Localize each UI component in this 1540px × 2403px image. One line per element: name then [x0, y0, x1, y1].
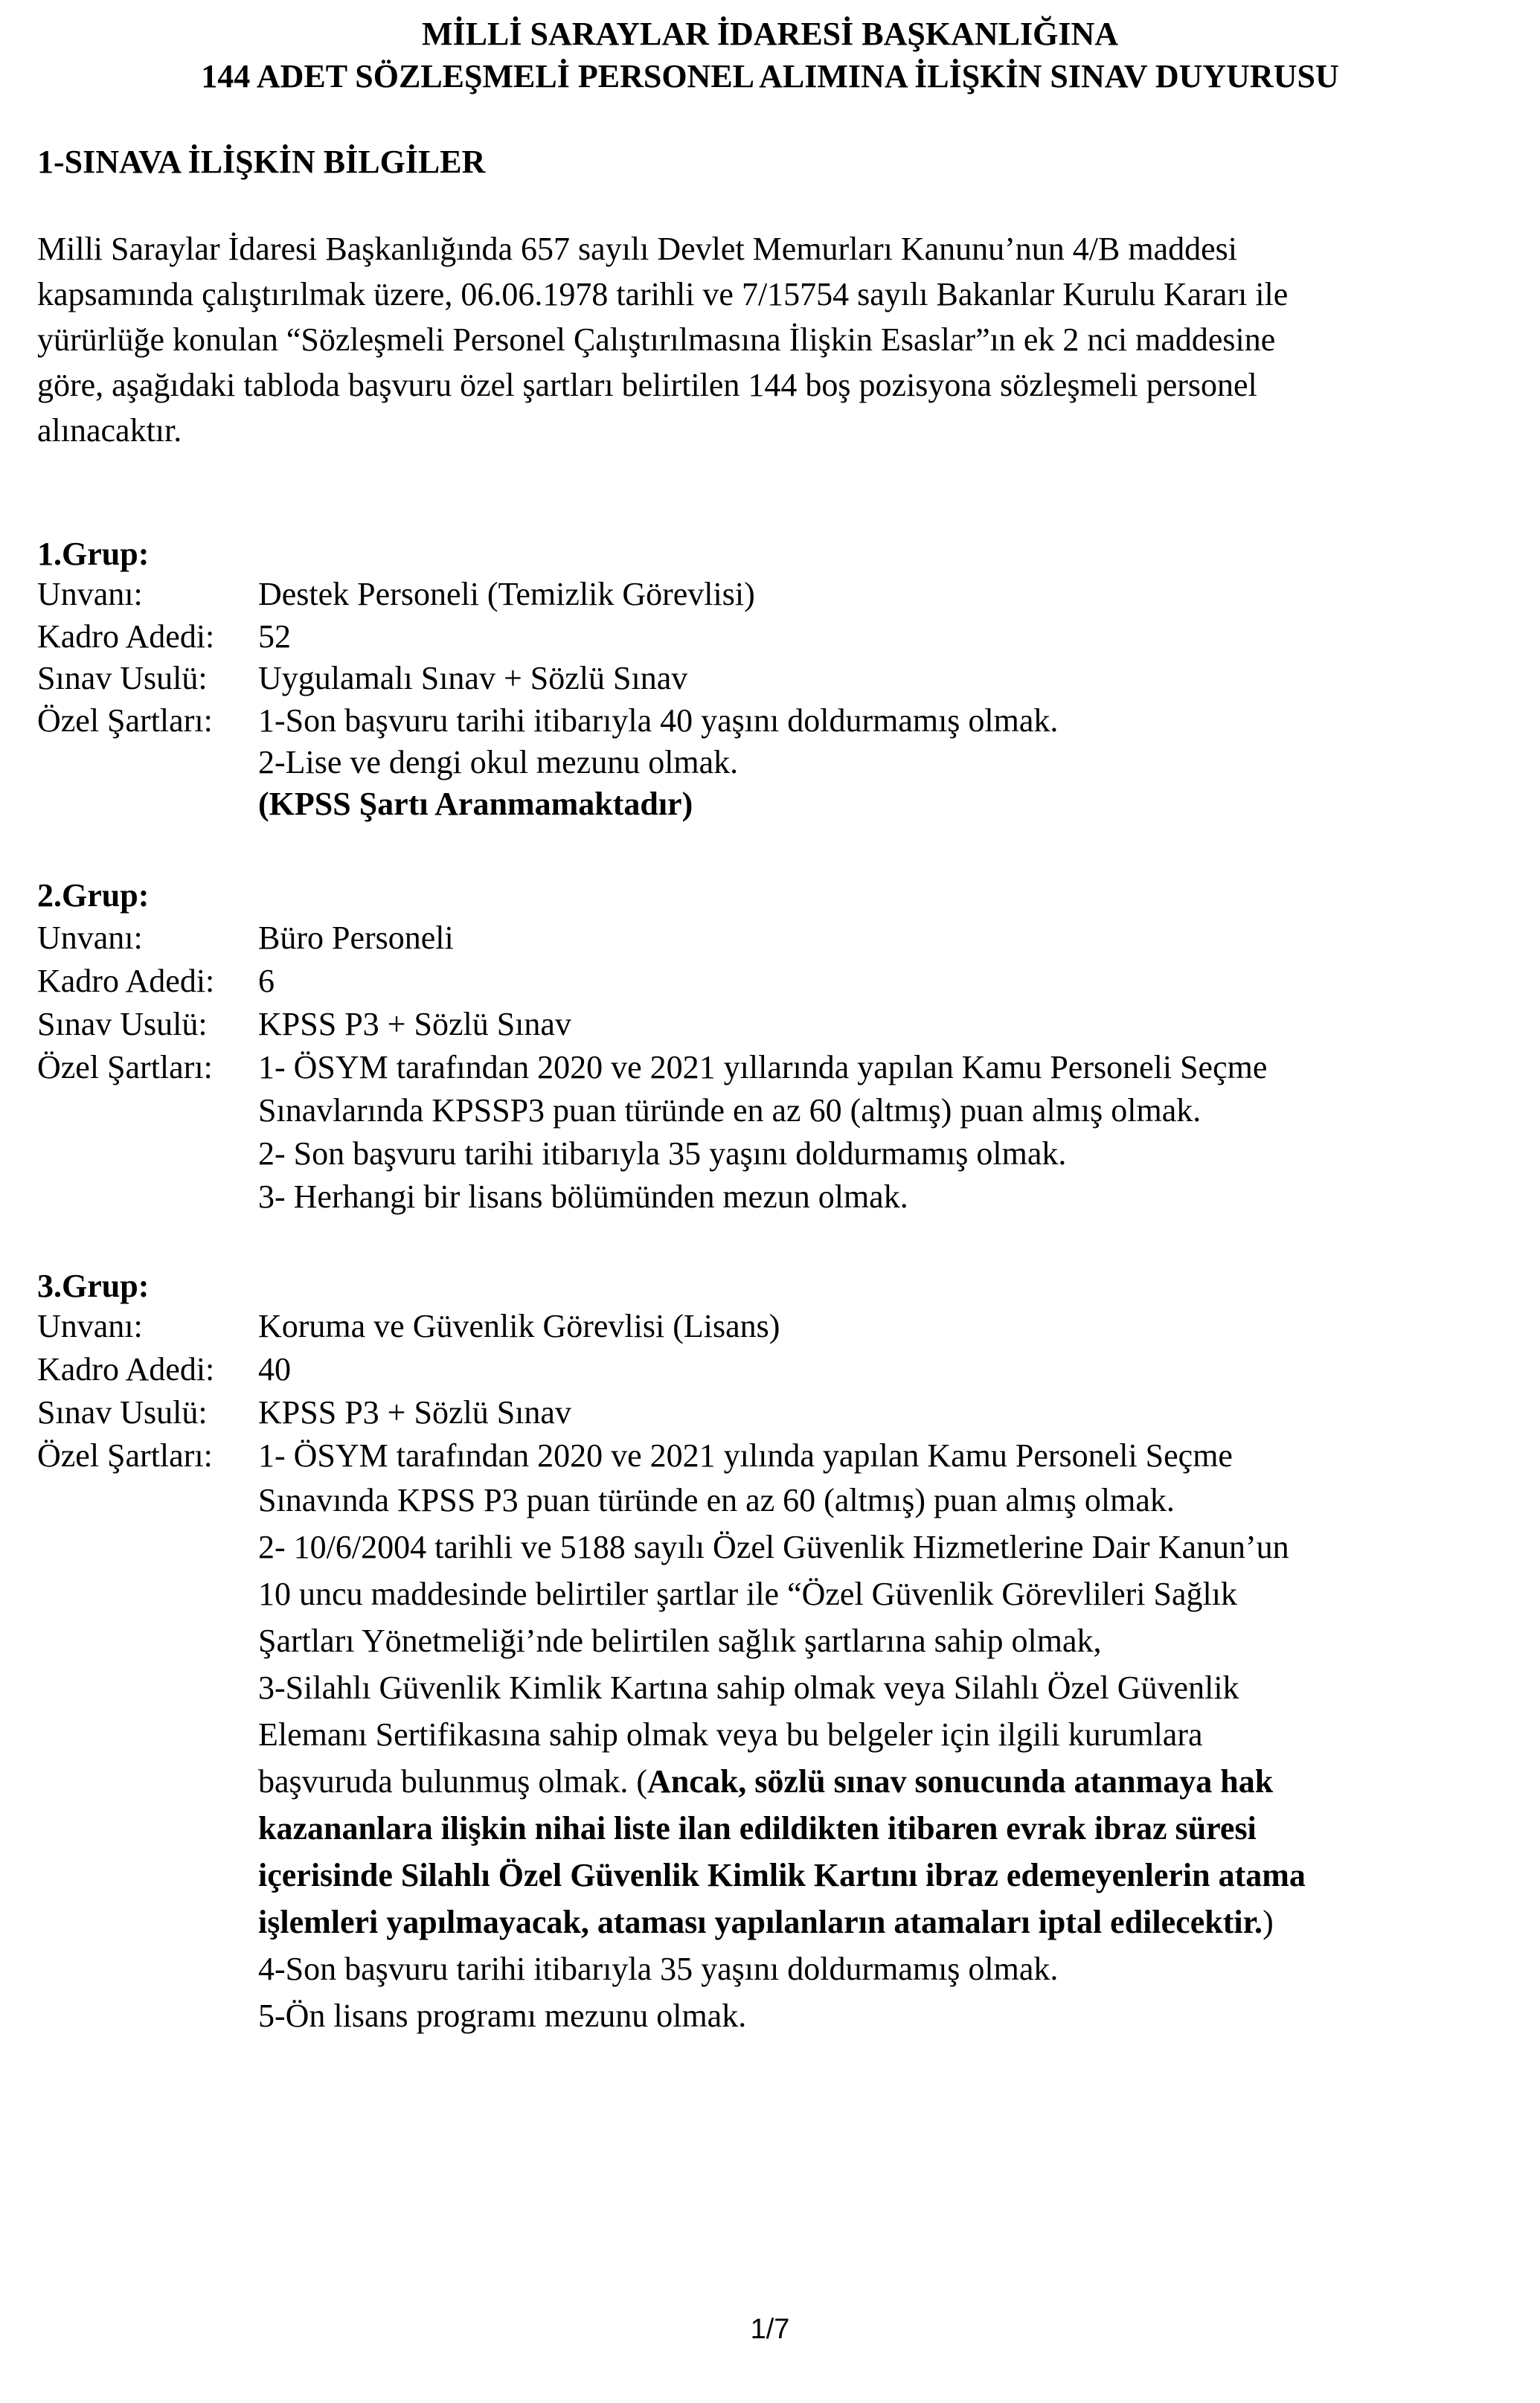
usul-label: Sınav Usulü:	[37, 1006, 208, 1042]
warning-line: kazananlara ilişkin nihai liste ilan edildikten itibaren evrak ibraz süresi	[258, 1810, 1257, 1847]
kadro-label: Kadro Adedi:	[37, 1351, 215, 1387]
warning-text: Ancak, sözlü sınav sonucunda atanmaya hak	[647, 1763, 1274, 1800]
usul-value: Uygulamalı Sınav + Sözlü Sınav	[258, 660, 688, 696]
warning-line: içerisinde Silahlı Özel Güvenlik Kimlik Kartını ibraz edemeyenlerin atama	[258, 1857, 1306, 1893]
unvan-label: Unvanı:	[37, 576, 143, 612]
usul-value: KPSS P3 + Sözlü Sınav	[258, 1394, 571, 1431]
group-3-title: 3.Grup:	[37, 1268, 150, 1304]
intro-line: göre, aşağıdaki tabloda başvuru özel şartları belirtilen 144 boş pozisyona sözleşmeli personel	[37, 367, 1257, 403]
kadro-value: 6	[258, 963, 275, 999]
closing-paren: )	[1263, 1904, 1274, 1940]
unvan-value: Koruma ve Güvenlik Görevlisi (Lisans)	[258, 1308, 780, 1344]
kpss-note: (KPSS Şartı Aranmamaktadır)	[258, 786, 693, 822]
document-title-line2: 144 ADET SÖZLEŞMELİ PERSONEL ALIMINA İLİŞKİN SINAV DUYURUSU	[201, 58, 1339, 94]
sart-line: 5-Ön lisans programı mezunu olmak.	[258, 1998, 747, 2034]
document-title-line1: MİLLİ SARAYLAR İDARESİ BAŞKANLIĞINA	[421, 16, 1119, 52]
sart-line: 2-Lise ve dengi okul mezunu olmak.	[258, 744, 739, 780]
sartlar-label: Özel Şartları:	[37, 702, 213, 739]
sart-line: 1- ÖSYM tarafından 2020 ve 2021 yıllarında yapılan Kamu Personeli Seçme	[258, 1049, 1268, 1085]
sart-line: Sınavlarında KPSSP3 puan türünde en az 60 (altmış) puan almış olmak.	[258, 1092, 1201, 1129]
unvan-value: Büro Personeli	[258, 920, 454, 956]
sart-line: 4-Son başvuru tarihi itibarıyla 35 yaşını doldurmamış olmak.	[258, 1951, 1059, 1987]
sart-line: 10 uncu maddesinde belirtiler şartlar ile “Özel Güvenlik Görevlileri Sağlık	[258, 1576, 1237, 1612]
usul-label: Sınav Usulü:	[37, 660, 208, 696]
kadro-label: Kadro Adedi:	[37, 618, 215, 655]
group-1-title: 1.Grup:	[37, 536, 150, 572]
sart-line: Elemanı Sertifikasına sahip olmak veya bu belgeler için ilgili kurumlara	[258, 1716, 1203, 1753]
sartlar-label: Özel Şartları:	[37, 1049, 213, 1085]
unvan-value: Destek Personeli (Temizlik Görevlisi)	[258, 576, 755, 612]
kadro-label: Kadro Adedi:	[37, 963, 215, 999]
unvan-label: Unvanı:	[37, 920, 143, 956]
warning-line-end	[258, 1901, 1274, 1944]
sart-text: başvuruda bulunmuş olmak. (	[258, 1763, 648, 1800]
intro-paragraph	[37, 226, 1510, 453]
kadro-value: 52	[258, 618, 291, 655]
sart-line: 1- ÖSYM tarafından 2020 ve 2021 yılında yapılan Kamu Personeli Seçme	[258, 1437, 1233, 1474]
sart-line: Şartları Yönetmeliği’nde belirtilen sağlık şartlarına sahip olmak,	[258, 1623, 1102, 1659]
page-number: 1/7	[750, 2314, 790, 2345]
usul-value: KPSS P3 + Sözlü Sınav	[258, 1006, 571, 1042]
kadro-value: 40	[258, 1351, 291, 1387]
section-heading: 1-SINAVA İLİŞKİN BİLGİLER	[37, 144, 486, 180]
sartlar-label: Özel Şartları:	[37, 1437, 213, 1474]
unvan-label: Unvanı:	[37, 1308, 143, 1344]
warning-text: işlemleri yapılmayacak, ataması yapılanların atamaları iptal edilecektir.	[258, 1904, 1263, 1940]
group-2-title: 2.Grup:	[37, 877, 150, 914]
sart-line-mixed	[258, 1760, 1273, 1803]
intro-line: yürürlüğe konulan “Sözleşmeli Personel Çalıştırılmasına İlişkin Esaslar”ın ek 2 nci maddesine	[37, 321, 1276, 358]
sart-line: 2- 10/6/2004 tarihli ve 5188 sayılı Özel Güvenlik Hizmetlerine Dair Kanun’un	[258, 1529, 1289, 1565]
sart-line: 1-Son başvuru tarihi itibarıyla 40 yaşını doldurmamış olmak.	[258, 702, 1059, 739]
sart-line: 3- Herhangi bir lisans bölümünden mezun olmak.	[258, 1178, 908, 1215]
intro-line: kapsamında çalıştırılmak üzere, 06.06.1978 tarihli ve 7/15754 sayılı Bakanlar Kurulu Kararı ile	[37, 276, 1289, 312]
sart-line: 3-Silahlı Güvenlik Kimlik Kartına sahip olmak veya Silahlı Özel Güvenlik	[258, 1669, 1239, 1706]
intro-line: Milli Saraylar İdaresi Başkanlığında 657 sayılı Devlet Memurları Kanunu’nun 4/B maddesi	[37, 231, 1237, 267]
sart-line: Sınavında KPSS P3 puan türünde en az 60 (altmış) puan almış olmak.	[258, 1482, 1175, 1518]
sart-line: 2- Son başvuru tarihi itibarıyla 35 yaşını doldurmamış olmak.	[258, 1135, 1067, 1172]
intro-line: alınacaktır.	[37, 412, 182, 449]
usul-label: Sınav Usulü:	[37, 1394, 208, 1431]
